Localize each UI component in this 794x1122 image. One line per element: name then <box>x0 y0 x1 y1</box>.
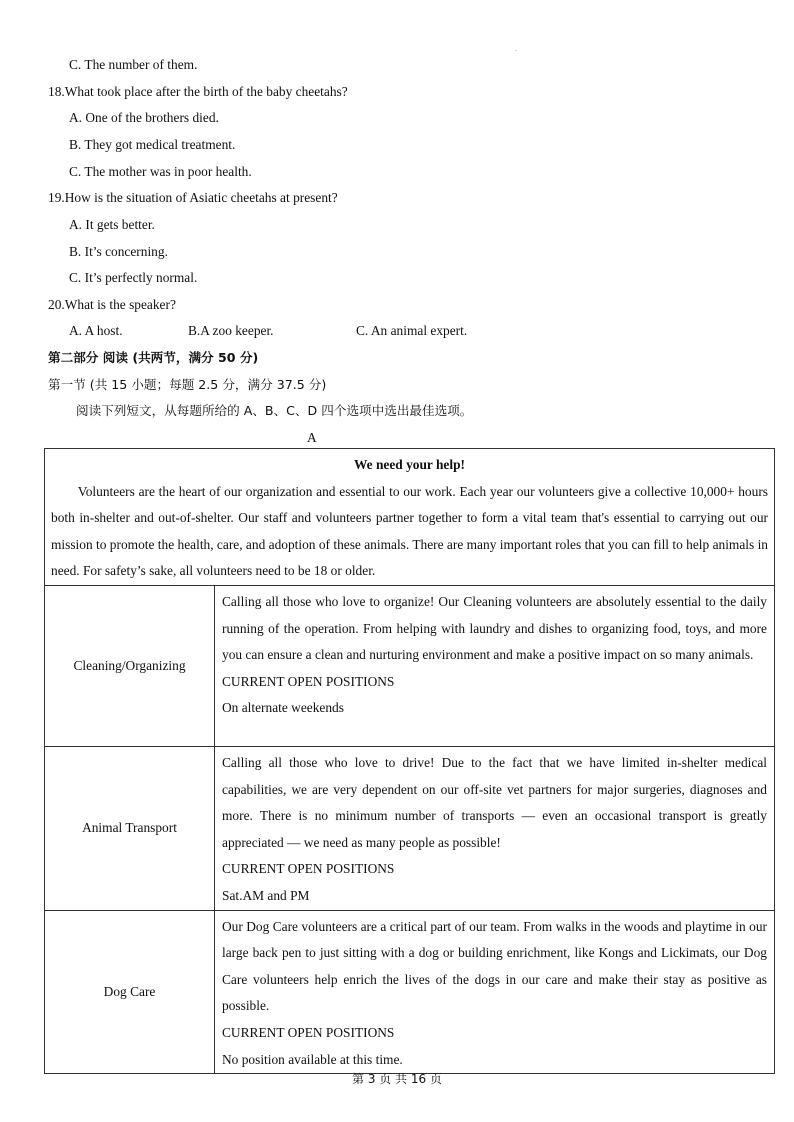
positions-value: No position available at this time. <box>222 1051 403 1067</box>
table-row <box>45 585 775 746</box>
q17-option-c: C. The number of them. <box>69 57 198 72</box>
positions-label: CURRENT OPEN POSITIONS <box>222 861 395 877</box>
q19-option-c: C. It’s perfectly normal. <box>69 270 198 285</box>
passage-label: A <box>307 430 317 445</box>
q18-option-c: C. The mother was in poor health. <box>69 164 252 179</box>
intro-cell <box>45 449 775 586</box>
role-cell <box>215 585 775 746</box>
q20-options <box>69 322 589 340</box>
role-cell <box>215 910 775 1074</box>
positions-label: CURRENT OPEN POSITIONS <box>222 673 395 689</box>
q19-option-a: A. It gets better. <box>69 217 155 232</box>
q20-option-b: B.A zoo keeper. <box>188 323 274 338</box>
role-description: Our Dog Care volunteers are a critical part of our team. From walks in the woods and playtime in our large back pen to just sitting with a dog or building enrichment, like Kongs and Lickimats, our Dog Care volunteers help enrich the lives of the dogs in our care and make their stay as positive as possible. <box>222 918 767 1014</box>
q18-stem: 18.What took place after the birth of the baby cheetahs? <box>48 84 348 99</box>
role-description: Calling all those who love to organize! Our Cleaning volunteers are absolutely essential to the daily running of the operation. From helping with laundry and dishes to organizing food, toys, and more you can ensure a clean and nurturing environment and make a positive impact on so many animals. <box>222 593 767 663</box>
role-name: Animal Transport <box>45 746 215 910</box>
table-row <box>45 746 775 910</box>
section1-heading: 第一节 (共 15 小题；每题 2.5 分，满分 37.5 分) <box>48 377 327 392</box>
positions-value: On alternate weekends <box>222 700 344 716</box>
volunteer-table <box>44 448 775 1074</box>
q18-option-b: B. They got medical treatment. <box>69 137 236 152</box>
role-description: Calling all those who love to drive! Due to the fact that we have limited in-shelter medical capabilities, we are very dependent on our off-site vet partners for major surgeries, diagnoses and more. There is no minimum number of transports — even an occasional transport is greatly appreciated — we need as many people as possible! <box>222 754 767 850</box>
scan-mark: . <box>515 44 517 53</box>
intro-row <box>45 449 775 586</box>
page-number: 第 3 页 共 16 页 <box>352 1072 442 1086</box>
q20-stem: 20.What is the speaker? <box>48 297 176 312</box>
table-row <box>45 910 775 1074</box>
positions-label: CURRENT OPEN POSITIONS <box>222 1024 395 1040</box>
q18-option-a: A. One of the brothers died. <box>69 110 219 125</box>
role-name: Cleaning/Organizing <box>45 585 215 746</box>
positions-value: Sat.AM and PM <box>222 887 310 903</box>
q19-option-b: B. It’s concerning. <box>69 244 168 259</box>
q20-option-a: A. A host. <box>69 323 123 338</box>
reading-instruction: 阅读下列短文，从每题所给的 A、B、C、D 四个选项中选出最佳选项。 <box>76 403 473 418</box>
passage-title: We need your help! <box>354 457 465 472</box>
part2-heading: 第二部分 阅读 (共两节，满分 50 分) <box>48 350 259 365</box>
role-name: Dog Care <box>45 910 215 1074</box>
q19-stem: 19.How is the situation of Asiatic cheetahs at present? <box>48 190 338 205</box>
q20-option-c: C. An animal expert. <box>356 323 468 338</box>
role-cell <box>215 746 775 910</box>
passage-intro: Volunteers are the heart of our organization and essential to our work. Each year our volunteers give a collective 10,000+ hours both in-shelter and out-of-shelter. Our staff and volunteers partner together to form a vital team that's essential to carrying out our mission to promote the health, care, and adoption of these animals. There are many important roles that you can fill to help animals in need. For safety’s sake, all volunteers need to be 18 or older. <box>51 483 768 579</box>
